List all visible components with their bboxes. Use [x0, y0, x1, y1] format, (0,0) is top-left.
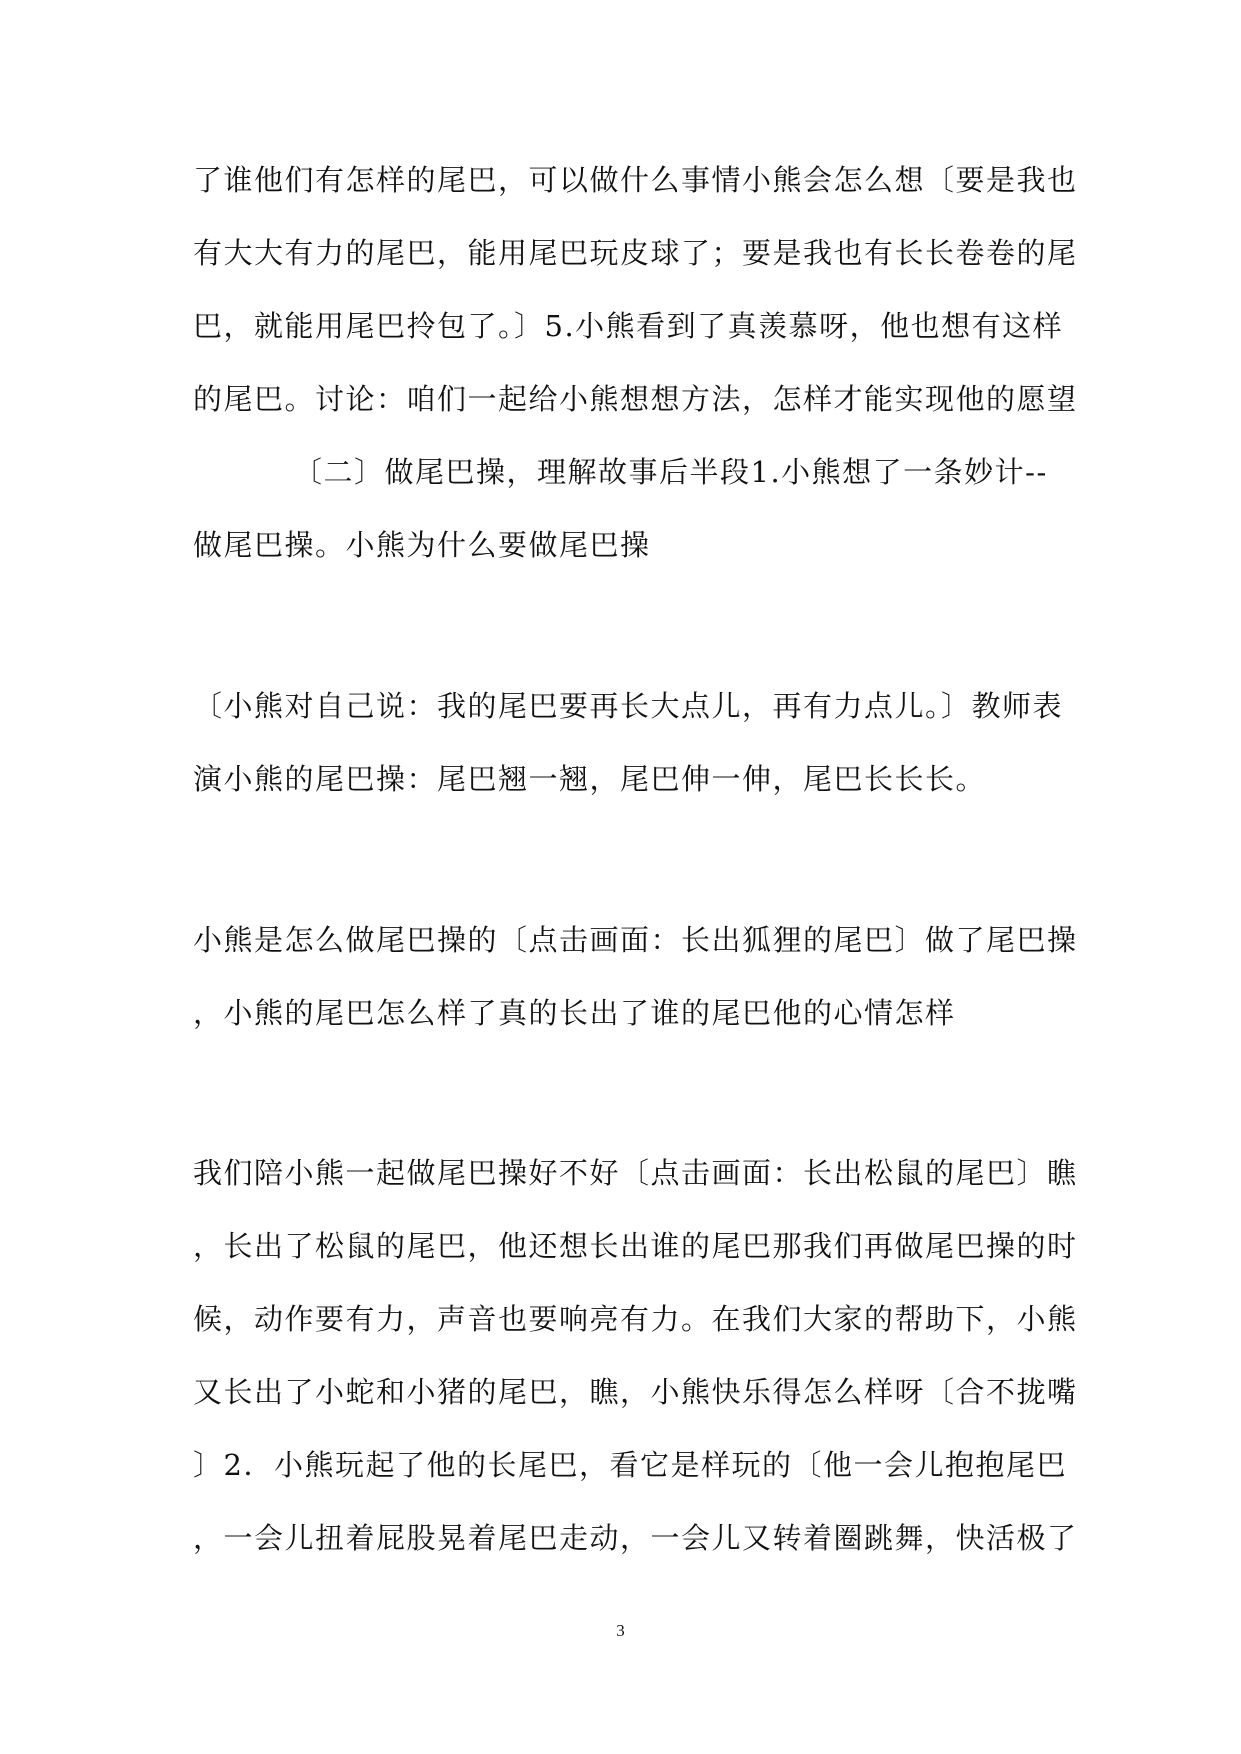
body-text-line: 我们陪小熊一起做尾巴操好不好〔点击画面：长出松鼠的尾巴〕瞧 — [193, 1156, 1078, 1190]
body-text-line: 〕2．小熊玩起了他的长尾巴，看它是样玩的〔他一会儿抱抱尾巴 — [193, 1448, 1067, 1482]
body-text-line: 〔小熊对自己说：我的尾巴要再长大点儿，再有力点儿。〕教师表 — [193, 689, 1064, 723]
body-text-line: 巴，就能用尾巴拎包了。〕5.小熊看到了真羡慕呀，他也想有这样 — [193, 309, 1064, 343]
body-text-line: 做尾巴操。小熊为什么要做尾巴操 — [193, 528, 651, 562]
body-text-line: 演小熊的尾巴操：尾巴翘一翘，尾巴伸一伸，尾巴长长长。 — [193, 762, 987, 796]
page-number: 3 — [616, 1621, 625, 1640]
body-text-line: 又长出了小蛇和小猪的尾巴，瞧，小熊快乐得怎么样呀〔合不拢嘴 — [193, 1375, 1078, 1409]
section-heading-line: 〔二〕做尾巴操，理解故事后半段1.小熊想了一条妙计-- — [293, 455, 1048, 489]
body-text-line: ，一会儿扭着屁股晃着尾巴走动，一会儿又转着圈跳舞，快活极了 — [193, 1521, 1078, 1555]
body-text-line: 的尾巴。讨论：咱们一起给小熊想想方法，怎样才能实现他的愿望 — [193, 382, 1078, 416]
body-text-line: 候，动作要有力，声音也要响亮有力。在我们大家的帮助下，小熊 — [193, 1302, 1078, 1336]
body-text-line: 了谁他们有怎样的尾巴，可以做什么事情小熊会怎么想〔要是我也 — [193, 163, 1078, 197]
body-text-line: ，长出了松鼠的尾巴，他还想长出谁的尾巴那我们再做尾巴操的时 — [193, 1229, 1078, 1263]
body-text-line: 小熊是怎么做尾巴操的〔点击画面：长出狐狸的尾巴〕做了尾巴操 — [193, 923, 1078, 957]
body-text-line: ，小熊的尾巴怎么样了真的长出了谁的尾巴他的心情怎样 — [193, 996, 956, 1030]
body-text-line: 有大大有力的尾巴，能用尾巴玩皮球了；要是我也有长长卷卷的尾 — [193, 236, 1078, 270]
